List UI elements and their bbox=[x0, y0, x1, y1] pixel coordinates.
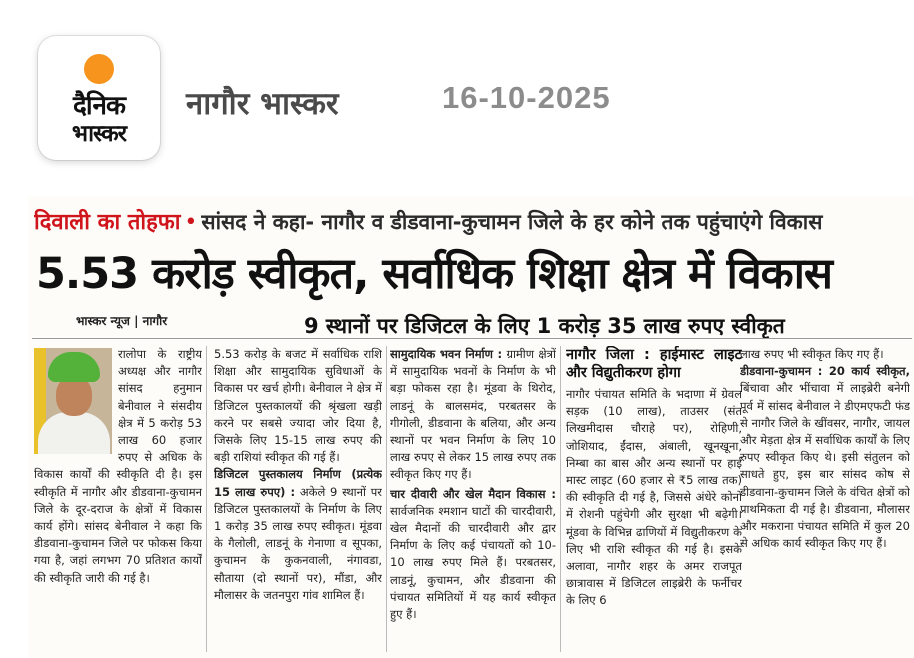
column-2-text-2: अकेले 9 स्थानों पर डिजिटल पुस्तकालयों के निर्माण के लिए 1 करोड़ 35 लाख रुपए स्वीकृत। मूंडवा के गैलोली, लाडनूं के गेनाणा व सूपका, कुचामन के कुकनवाली, नंगावडा, सौताया (दो स्थानों पर), मौंडा, और मौलासर के जतनपुरा गांव शामिल हैं। bbox=[214, 484, 382, 602]
bullet-icon: • bbox=[184, 210, 198, 235]
section-head-nagaur: नागौर जिला : हाईमास्ट लाइट और विद्युतीकरण होगा bbox=[566, 347, 742, 381]
section-title-digital-library: डिजिटल पुस्तकालय निर्माण (प्रत्येक 15 लाख रुपए) : bbox=[214, 467, 382, 499]
column-divider bbox=[386, 346, 387, 652]
masthead bbox=[0, 0, 914, 190]
column-3-text-2: सार्वजनिक श्मशान घाटों की चारदीवारी, खेल मैदानों की चारदीवारी और द्वार निर्माण के लिए कई पंचायतों को 10-10 लाख रुपए मिले हैं। परबतसर, लाडनूं, कुचामन, और डीडवाना की पंचायत समितियों में यह कार्य स्वीकृत हुए हैं। bbox=[390, 503, 556, 622]
column-5 bbox=[740, 346, 910, 656]
byline: भास्कर न्यूज | नागौर bbox=[76, 314, 168, 328]
edition-title: नागौर भास्कर bbox=[186, 86, 339, 122]
column-divider bbox=[206, 346, 207, 652]
kicker bbox=[34, 206, 914, 240]
news-clipping bbox=[28, 196, 914, 658]
column-3 bbox=[390, 346, 556, 656]
section-title-didwana: डीडवाना-कुचामन : 20 कार्य स्वीकृत, bbox=[740, 364, 910, 379]
column-5-text: लाख रुपए भी स्वीकृत किए गए हैं। bbox=[740, 347, 884, 361]
mp-portrait-photo bbox=[34, 348, 112, 454]
headline: 5.53 करोड़ स्वीकृत, सर्वाधिक शिक्षा क्षेत्र में विकास bbox=[36, 249, 832, 299]
column-1-text: रालोपा के राष्ट्रीय अध्यक्ष और नागौर सांसद हनुमान बेनीवाल ने संसदीय क्षेत्र में 5 करोड़ 53 लाख 60 हजार रुपए से अधिक के विकास कार्यों की स्वीकृति दी है। इस स्वीकृति में नागौर और डीडवाना-कुचामन जिले के दूर-दराज के क्षेत्रों में विकास कार्य होंगे। सांसद बेनीवाल ने कहा कि डीडवाना-कुचामन जिले पर फोकस किया गया है, जहां लगभग 70 प्रतिशत कार्यों की स्वीकृति जारी की गई है। bbox=[34, 347, 202, 585]
divider bbox=[32, 338, 912, 339]
photo-turban bbox=[48, 352, 100, 382]
photo-body bbox=[38, 412, 110, 454]
spacer bbox=[390, 484, 556, 486]
photo-face bbox=[56, 376, 92, 416]
dainik-bhaskar-logo[interactable] bbox=[38, 36, 160, 160]
column-4 bbox=[566, 346, 742, 656]
column-3-text: ग्रामीण क्षेत्रों में सामुदायिक भवनों के निर्माण के भी बड़ा फोकस रहा है। मूंडवा के थिरोद, लाडनूं के बालसमंद, परबतसर के गीगोली, डीडवाना के बलिया, और अन्य स्थानों पर भवन निर्माण के लिए 10 लाख रुपए से लेकर 15 लाख रुपए तक स्वीकृत किए गए हैं। bbox=[390, 347, 556, 482]
logo-line2: भास्कर bbox=[71, 121, 127, 147]
column-1 bbox=[34, 346, 202, 656]
logo-sun-icon bbox=[84, 54, 114, 84]
column-divider bbox=[560, 346, 561, 652]
logo-line1: दैनिक bbox=[73, 91, 125, 121]
column-5-text-2: बिंचावा और भींचावा में लाइब्रेरी बनेगी पूर्व में सांसद बेनीवाल ने डीएमएफटी फंड से नागौर जिले के खींवसर, नागौर, जायल और मेड़ता क्षेत्र में सर्वाधिक कार्यों के लिए रुपए स्वीकृत किए थे। इसी संतुलन को साधते हुए, इस बार सांसद कोष से डीडवाना-कुचामन जिले के वंचित क्षेत्रों को प्राथमिकता दी गई है। डीडवाना, मौलासर और मकराना पंचायत समिति में कुल 20 से अधिक कार्य स्वीकृत किए गए हैं। bbox=[740, 381, 910, 551]
column-2 bbox=[214, 346, 382, 656]
column-2-text: 5.53 करोड़ के बजट में सर्वाधिक राशि शिक्षा और सामुदायिक सुविधाओं के विकास पर खर्च होगी। बेनीवाल ने क्षेत्र में डिजिटल पुस्तकालयों की श्रृंखला खड़ी करने पर सबसे ज्यादा जोर दिया है, जिसके लिए 15-15 लाख रुपए की बड़ी राशियां स्वीकृत की गई हैं। bbox=[214, 347, 382, 465]
kicker-tag: दिवाली का तोहफा bbox=[34, 210, 181, 235]
subhead: 9 स्थानों पर डिजिटल के लिए 1 करोड़ 35 लाख रुपए स्वीकृत bbox=[304, 314, 785, 338]
section-title-boundary-wall: चार दीवारी और खेल मैदान विकास : bbox=[390, 486, 556, 501]
kicker-text: सांसद ने कहा- नागौर व डीडवाना-कुचामन जिले के हर कोने तक पहुंचाएंगे विकास bbox=[201, 210, 823, 234]
edition-date: 16-10-2025 bbox=[442, 80, 611, 115]
section-title-community-hall: सामुदायिक भवन निर्माण : bbox=[390, 347, 503, 361]
column-4-text: नागौर पंचायत समिति के भदाणा में ग्रेवल सड़क (10 लाख), ताउसर (संत लिखमीदास चौराहे पर), रोहिणी, जोशियाद, ईंदास, अंबाली, खूनखूना, निम्बा का बास और अन्य स्थानों पर हाई मास्ट लाइट (60 हजार से ₹5 लाख तक) की स्वीकृति दी गई है, जिससे अंधेरे कोनों में रोशनी पहुंचेगी और सुरक्षा भी बढ़ेगी। मूंडवा के विभिन्न ढाणियों में विद्युतीकरण के लिए भी राशि स्वीकृत की गई है। इसके अलावा, नागौर शहर के अमर राजपूत छात्रावास में डिजिटल लाइब्रेरी के फर्नीचर के लिए 6 bbox=[566, 387, 742, 608]
